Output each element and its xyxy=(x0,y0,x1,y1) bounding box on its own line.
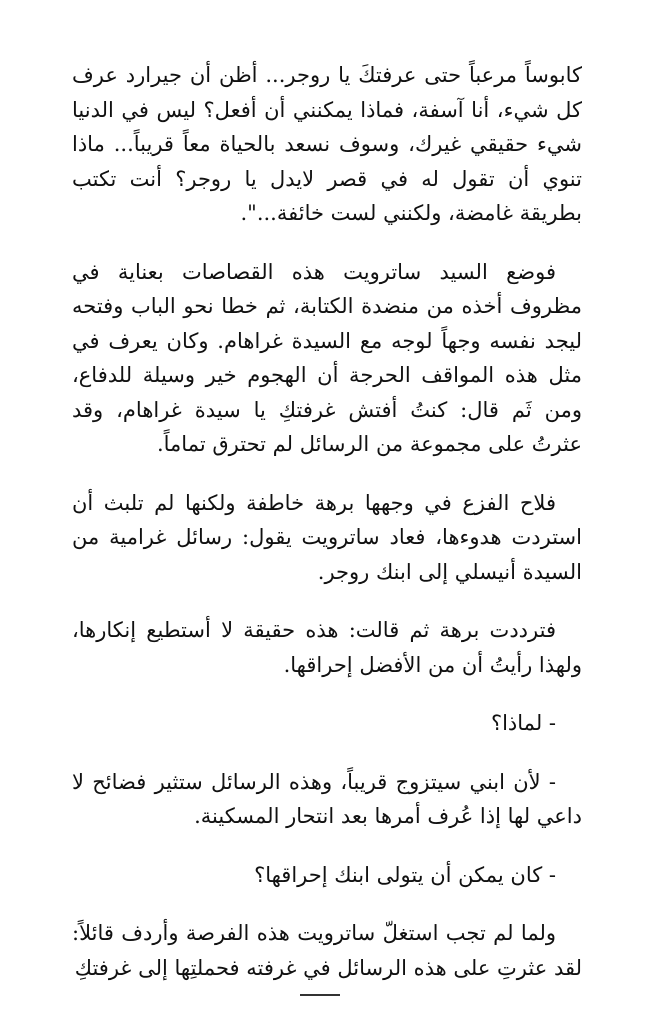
paragraph-letter-end: كابوساً مرعباً حتى عرفتكَ يا روجر... أظن أن جيرارد عرف كل شيء، أنا آسفة، فماذا يمكنني أن أفعل؟ ليس في الدنيا شيء حقيقي غيرك، وسوف نسعد بالحياة معاً قريباً... ماذا تنوي أن تقول له في قصر لايدل يا روجر؟ أنت تكتب بطريقة غامضة، ولكنني لست خائفة...". xyxy=(72,63,582,225)
dialog-line-son-marriage: - لأن ابني سيتزوج قريباً، وهذه الرسائل ستثير فضائح لا داعي لها إذا عُرف أمرها بعد انتحار المسكينة. xyxy=(72,769,582,828)
paragraph-hesitation: فترددت برهة ثم قالت: هذه حقيقة لا أستطيع إنكارها، ولهذا رأيتُ أن من الأفضل إحراقها. xyxy=(72,618,582,677)
dialog-line-son-burn: - كان يمكن أن يتولى ابنك إحراقها؟ xyxy=(254,862,556,887)
book-page-text xyxy=(72,58,582,1009)
paragraph-satterthwaite-envelope: فوضع السيد ساترويت هذه القصاصات بعناية في مظروف أخذه من منضدة الكتابة، ثم خطا نحو الباب وفتحه ليجد نفسه وجهاً لوجه مع السيدة غراهام. وكان يعرف في مثل هذه المواقف الحرجة أن الهجوم خير وسيلة للدفاع، ومن ثَم قال: كنتُ أفتش غرفتكِ يا سيدة غراهام، وقد عثرتُ على مجموعة من الرسائل لم تحترق تماماً. xyxy=(72,259,582,456)
paragraph-fear-on-face: فلاح الفزع في وجهها برهة خاطفة ولكنها لم تلبث أن استردت هدوءها، فعاد ساترويت يقول: رسائل غرامية من السيدة أنيسلي إلى ابنك روجر. xyxy=(72,490,582,584)
dialog-line-why: - لماذا؟ xyxy=(490,711,556,735)
cut-off-next-line xyxy=(300,990,360,1002)
paragraph-opportunity: ولما لم تجب استغلّ ساترويت هذه الفرصة وأردف قائلاً: لقد عثرتِ على هذه الرسائل في غرفته فحملتِها إلى غرفتكِ xyxy=(72,921,582,980)
